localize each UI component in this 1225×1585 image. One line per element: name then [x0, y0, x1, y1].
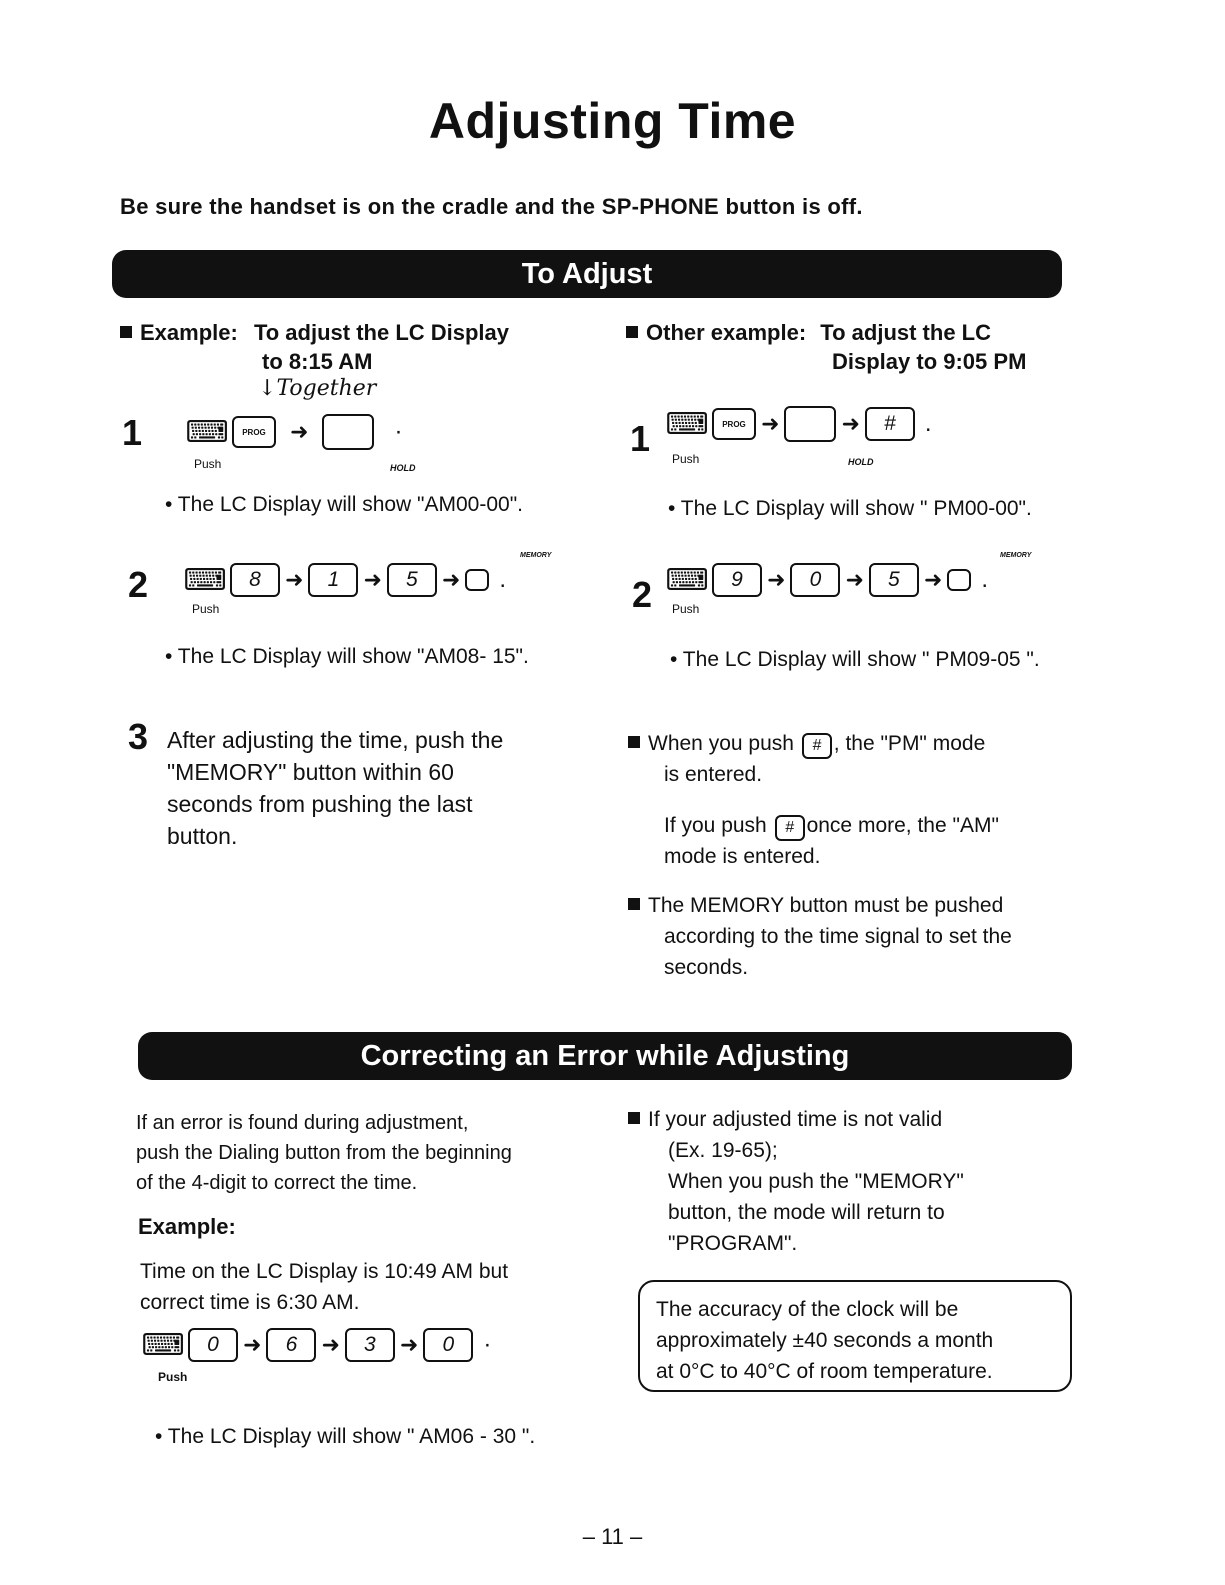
- hash-key: #: [865, 407, 915, 441]
- arrow-right-icon: ➜: [363, 567, 382, 592]
- digit-key: 3: [345, 1328, 395, 1362]
- hold-label: HOLD: [390, 463, 416, 473]
- period-dot: ·: [483, 1331, 492, 1358]
- step-number: 2: [632, 574, 653, 615]
- push-label: Push: [672, 602, 700, 616]
- push-label: Push: [158, 1370, 188, 1384]
- digit-key: 0: [423, 1328, 473, 1362]
- invalid-time-note: If your adjusted time is not valid (Ex. 19-65); When you push the "MEMORY" button, the mode will return to "PROGRAM".: [628, 1104, 1078, 1259]
- arrow-right-icon: ➜: [290, 419, 309, 444]
- arrow-right-icon: ➜: [285, 567, 304, 592]
- memory-key: [947, 569, 971, 591]
- arrow-right-icon: ➜: [841, 411, 860, 436]
- memory-label: MEMORY: [1000, 552, 1032, 559]
- section-header-to-adjust: [112, 250, 1062, 298]
- display-result: • The LC Display will show " PM00-00".: [668, 497, 1032, 520]
- key-sequence: [185, 412, 403, 452]
- arrow-right-icon: ➜: [761, 411, 780, 436]
- section-header-label: To Adjust: [521, 257, 653, 290]
- hash-key: #: [775, 815, 805, 841]
- example-text: Time on the LC Display is 10:49 AM but correct time is 6:30 AM.: [140, 1260, 509, 1314]
- push-label: Push: [192, 602, 220, 616]
- handset-icon: ⌨: [141, 1328, 185, 1362]
- blank-key: [322, 414, 374, 450]
- note-pm-mode: When you push # , the "PM" mode is entered.: [628, 728, 1078, 790]
- push-label: Push: [672, 452, 700, 466]
- prog-key: PROG: [712, 408, 756, 440]
- digit-key: 8: [230, 563, 280, 597]
- section-header-label: Correcting an Error while Adjusting: [360, 1039, 850, 1072]
- correcting-paragraph: If an error is found during adjustment, push the Dialing button from the beginning of the 4-digit to correct the time.: [136, 1112, 512, 1194]
- digit-key: 0: [188, 1328, 238, 1362]
- display-result: • The LC Display will show "AM00-00".: [165, 493, 524, 516]
- period-dot: .: [499, 566, 506, 593]
- handset-icon: ⌨: [665, 563, 709, 597]
- bullet-square-icon: [628, 736, 640, 748]
- digit-key: 0: [790, 563, 840, 597]
- arrow-right-icon: ➜: [923, 567, 943, 592]
- example-heading: Example: To adjust the LC Display: [120, 318, 509, 347]
- bullet-square-icon: [626, 326, 638, 338]
- period-dot: ·: [394, 418, 403, 445]
- digit-key: 9: [712, 563, 762, 597]
- bullet-square-icon: [120, 326, 132, 338]
- page-subtitle: Be sure the handset is on the cradle and the SP-PHONE button is off.: [120, 194, 863, 219]
- curved-arrow-icon: ↓: [258, 376, 277, 401]
- step-number: 1: [630, 418, 651, 459]
- hold-label: HOLD: [848, 457, 874, 467]
- memory-label: MEMORY: [520, 552, 552, 559]
- arrow-right-icon: ➜: [845, 567, 864, 592]
- arrow-right-icon: ➜: [321, 1332, 340, 1357]
- page-number: – 11 –: [582, 1524, 643, 1549]
- step3-text: After adjusting the time, push the "MEMORY" button within 60 seconds from pushing the last button.: [167, 727, 504, 849]
- digit-key: 5: [869, 563, 919, 597]
- page-title: Adjusting Time: [428, 93, 797, 149]
- key-sequence: [665, 560, 988, 600]
- period-dot: .: [981, 566, 988, 593]
- digit-key: 1: [308, 563, 358, 597]
- other-example-heading-line2: Display to 9:05 PM: [832, 349, 1027, 374]
- bullet-square-icon: [628, 1112, 640, 1124]
- note-am-mode: If you push # once more, the "AM" mode is entered.: [664, 814, 999, 868]
- step-number: 3: [128, 716, 149, 757]
- handset-icon: ⌨: [185, 415, 229, 449]
- hash-key: #: [802, 733, 832, 759]
- note-memory-seconds: The MEMORY button must be pushed according to the time signal to set the seconds.: [628, 890, 1078, 983]
- key-sequence: [183, 560, 506, 600]
- arrow-right-icon: ➜: [399, 1332, 419, 1357]
- push-label: Push: [194, 457, 222, 471]
- handwritten-note: ↓Together: [258, 376, 377, 401]
- clock-accuracy-note: The accuracy of the clock will be approximately ±40 seconds a month at 0°C to 40°C of room temperature.: [638, 1280, 1072, 1392]
- key-sequence: [665, 404, 932, 444]
- step-number: 2: [128, 564, 149, 605]
- handset-icon: ⌨: [665, 407, 709, 441]
- display-result: • The LC Display will show " AM06 - 30 ".: [155, 1425, 536, 1448]
- example-heading-line2: to 8:15 AM: [262, 349, 373, 374]
- other-example-heading: Other example: To adjust the LC: [626, 318, 991, 347]
- bullet-square-icon: [628, 898, 640, 910]
- digit-key: 5: [387, 563, 437, 597]
- key-sequence: [141, 1325, 492, 1365]
- memory-key: [465, 569, 489, 591]
- display-result: • The LC Display will show " PM09-05 ".: [670, 648, 1040, 671]
- arrow-right-icon: ➜: [243, 1332, 262, 1357]
- blank-key: [784, 406, 836, 442]
- step-number: 1: [122, 412, 143, 453]
- display-result: • The LC Display will show "AM08- 15".: [165, 645, 529, 668]
- example-label: Example:: [138, 1214, 236, 1239]
- digit-key: 6: [266, 1328, 316, 1362]
- arrow-right-icon: ➜: [767, 567, 786, 592]
- handset-icon: ⌨: [183, 563, 227, 597]
- prog-key: PROG: [232, 416, 276, 448]
- arrow-right-icon: ➜: [441, 567, 461, 592]
- period-dot: .: [924, 410, 932, 437]
- section-header-correcting: [138, 1032, 1072, 1080]
